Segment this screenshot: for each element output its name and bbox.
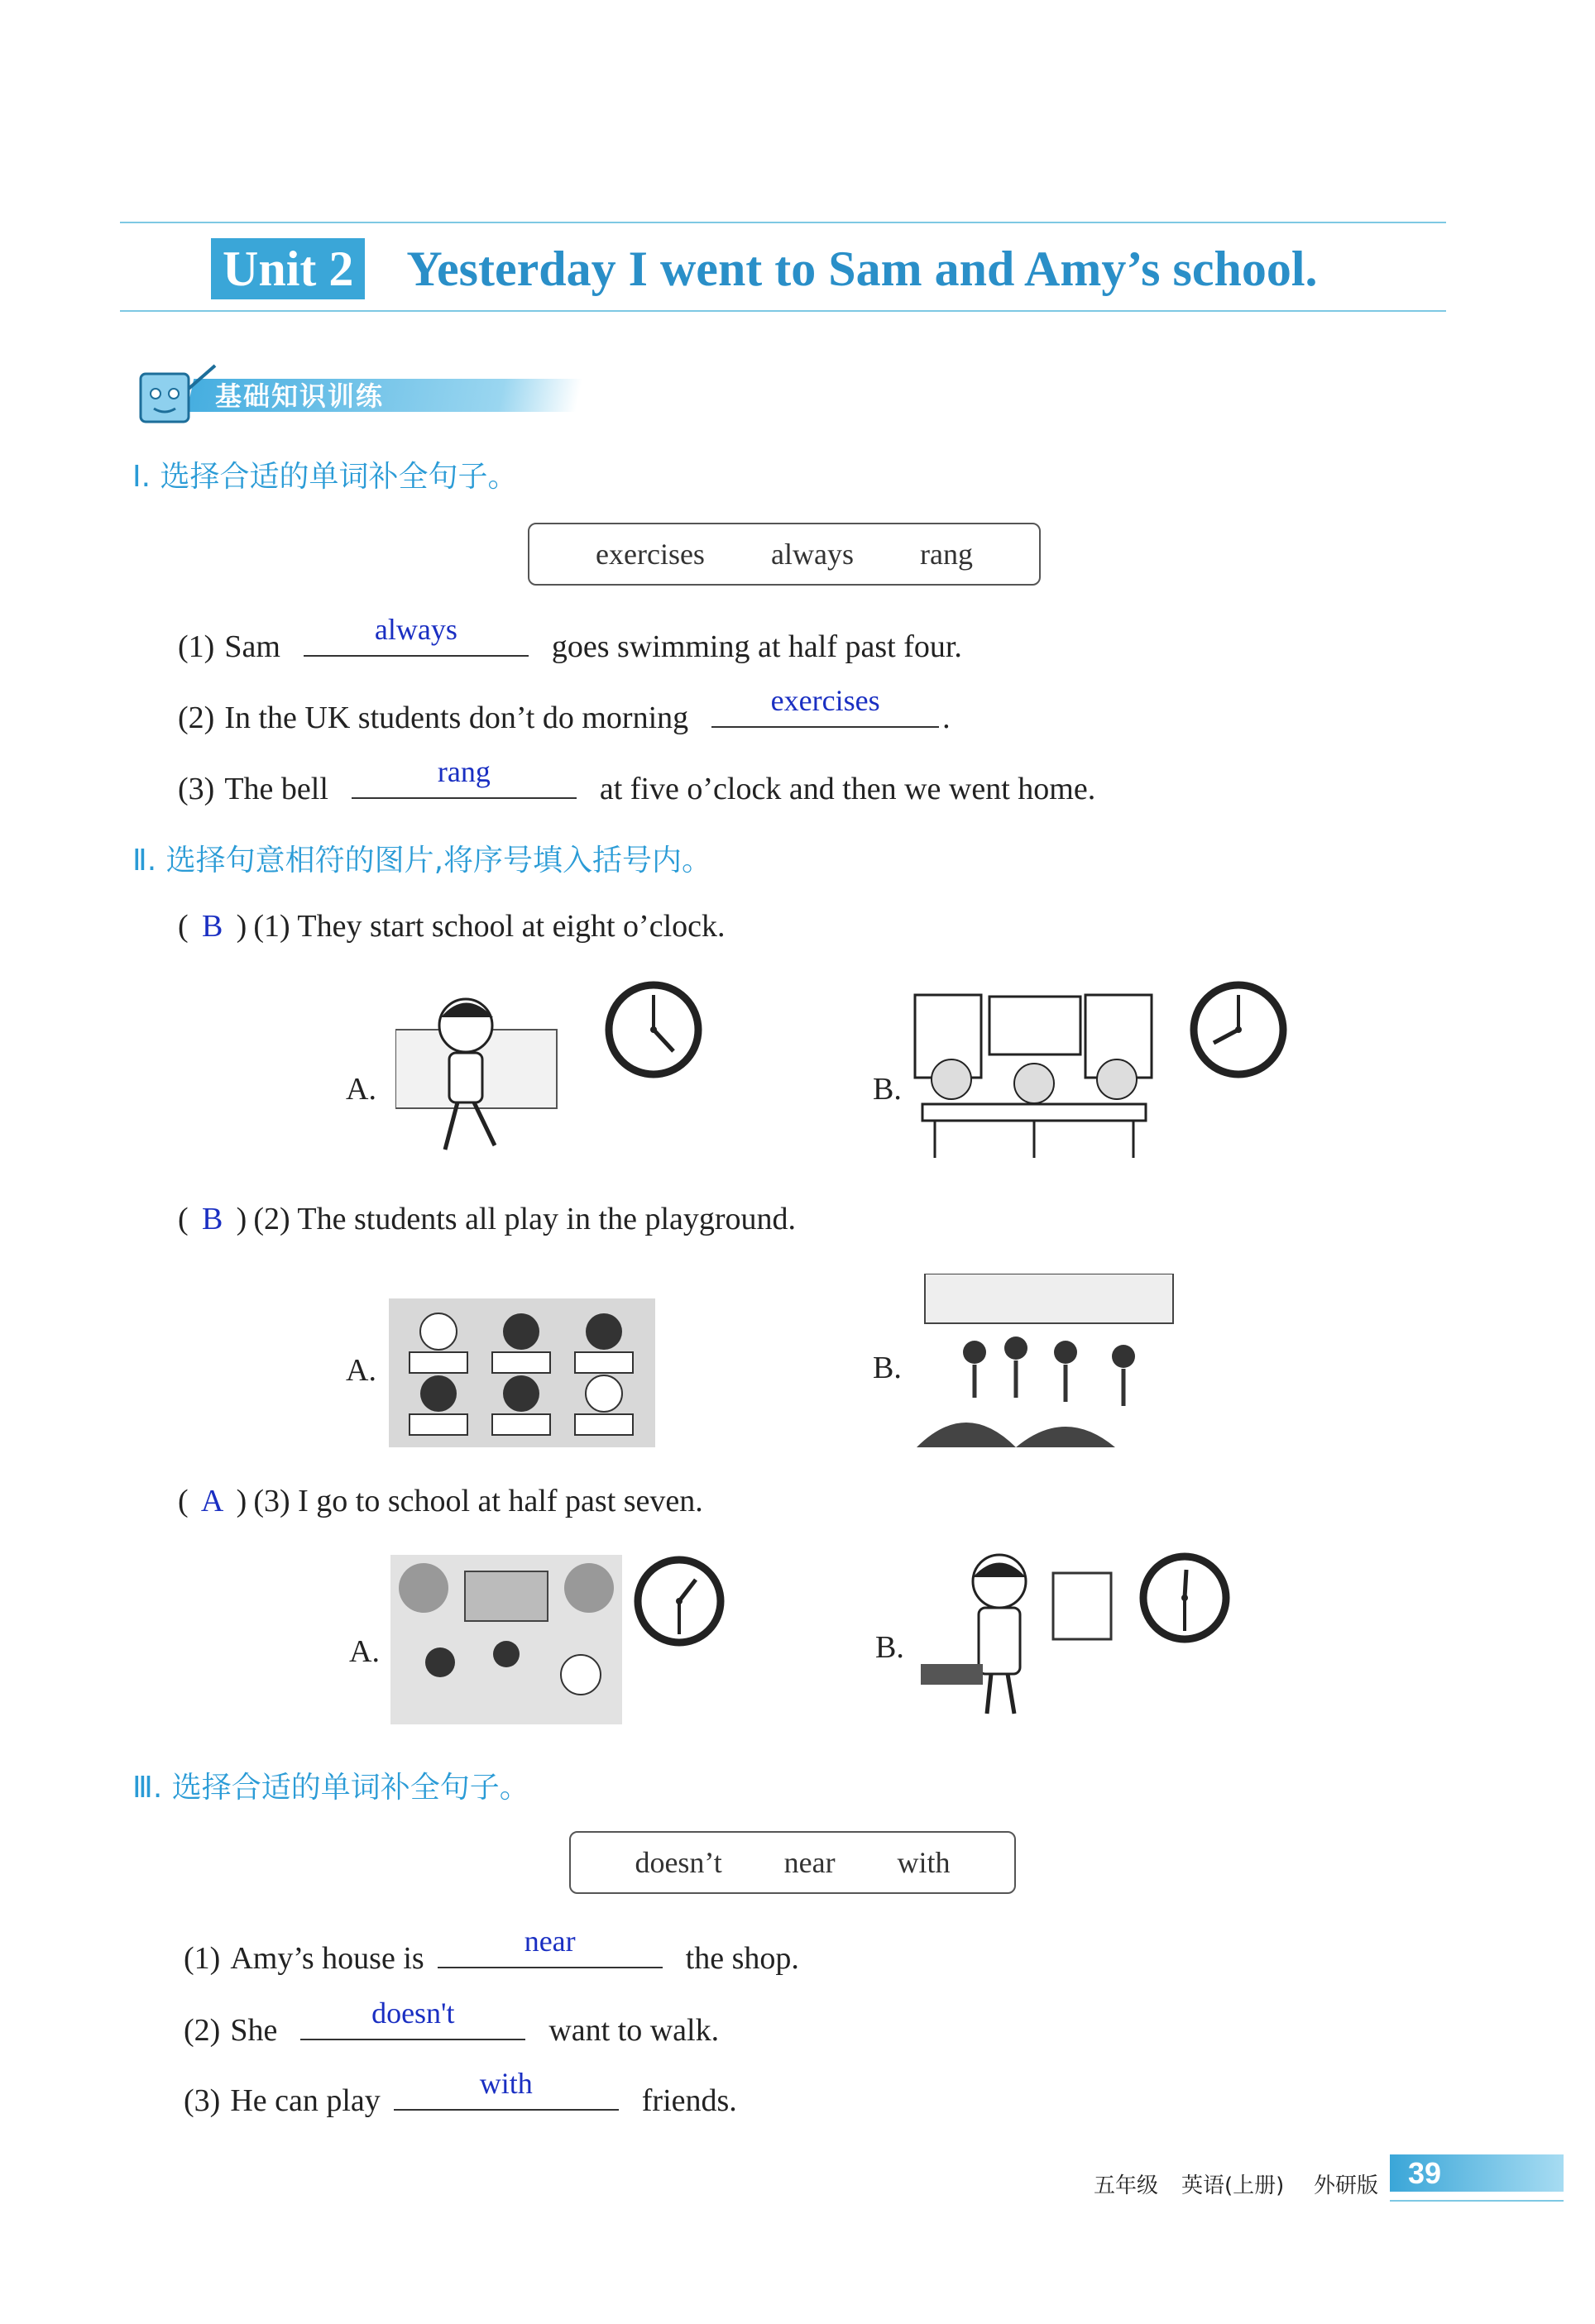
option-b-label: B. [875,1630,904,1665]
question-number: (1) [178,629,215,664]
s1-question-2 [178,684,951,736]
unit-title-text: Yesterday I went to Sam and Amy’s school. [406,241,1318,296]
clock-icon [1138,1552,1231,1644]
answer-text: near [524,1925,576,1958]
question-text-after: goes swimming at half past four. [551,629,962,664]
question-text-before: She [230,2013,278,2048]
footer-edition: 外研版 [1314,2173,1379,2198]
header-bottom-rule [120,310,1446,312]
question-number: (2) [178,701,215,735]
question-text-before: Amy’s house is [230,1941,424,1976]
s3-question-2 [184,1996,720,2049]
answer-blank [352,755,577,799]
word-bank-3 [569,1831,1016,1894]
question-text-before: Sam [224,629,280,664]
question-number: (3) [184,2083,221,2118]
choice-answer: A [200,1484,224,1518]
question-text-after: . [942,701,951,735]
answer-text: exercises [770,684,880,717]
s3-question-1 [184,1925,799,1977]
footer-subject: 英语(上册) [1181,2173,1285,2198]
option-b-label: B. [873,1072,902,1107]
clock-icon [633,1555,726,1647]
answer-text: always [374,613,457,646]
question-text: (1) They start school at eight o’clock. [253,909,726,944]
page-number: 39 [1408,2156,1442,2190]
playground-illustration [917,1274,1181,1447]
footer-rule [1390,2200,1564,2202]
s2-question-2: ( B ) (2) The students all play in the playground. [178,1202,797,1236]
section-2-title: Ⅱ. 选择句意相符的图片,将序号填入括号内。 [132,844,712,877]
answer-blank [394,2067,619,2111]
option-a-label: A. [346,1353,376,1388]
unit-label: Unit 2 [211,238,365,299]
answer-blank [300,1996,525,2040]
banner-label: 基础知识训练 [215,380,385,412]
boy-walking-illustration [395,988,561,1162]
answer-blank [304,613,529,657]
page-number-badge [1390,2154,1564,2192]
word-bank-item: exercises [596,538,705,571]
word-bank-item: rang [919,538,973,571]
question-text: (2) The students all play in the playground. [253,1202,797,1236]
option-a-label: A. [349,1634,380,1669]
s3-question-3 [184,2067,737,2119]
question-text-after: at five o’clock and then we went home. [599,772,1096,806]
option-a-label: A. [346,1072,376,1107]
school-path-illustration [390,1555,622,1724]
answer-text: with [479,2067,533,2100]
s1-question-1 [178,613,962,665]
question-text-after: friends. [641,2083,737,2118]
question-text-before: The bell [224,772,328,806]
girl-at-school-illustration [917,1548,1115,1722]
word-bank-1 [528,523,1041,586]
option-b-label: B. [873,1351,902,1385]
question-text: (3) I go to school at half past seven. [253,1484,703,1518]
section-1-title: Ⅰ. 选择合适的单词补全句子。 [132,460,518,494]
book-mascot-icon [132,364,223,430]
choice-answer: B [201,1202,223,1236]
footer-grade: 五年级 [1094,2173,1159,2198]
students-at-desks-illustration [389,1298,655,1447]
s2-question-1: ( B ) (1) They start school at eight o’clock. [178,909,726,944]
question-text-before: In the UK students don’t do morning [224,701,689,735]
question-text-after: the shop. [685,1941,799,1976]
classroom-illustration [910,988,1158,1162]
clock-icon [1189,980,1288,1079]
answer-blank [438,1925,663,1968]
question-number: (3) [178,772,215,806]
question-number: (2) [184,2013,221,2048]
question-number: (1) [184,1941,221,1976]
question-text-before: He can play [230,2083,381,2118]
answer-text: doesn't [371,1996,455,2030]
word-bank-item: doesn’t [635,1846,722,1879]
word-bank-item: with [897,1846,951,1879]
choice-answer: B [201,909,223,944]
s1-question-3 [178,755,1096,807]
word-bank-item: always [770,538,854,571]
question-text-after: want to walk. [548,2013,720,2048]
section-3-title: Ⅲ. 选择合适的单词补全句子。 [132,1771,529,1805]
clock-icon [604,980,703,1079]
header-top-rule [120,222,1446,223]
s2-question-3: ( A ) (3) I go to school at half past seven. [178,1484,703,1518]
section-banner [132,364,447,422]
unit-title [211,236,1317,302]
answer-text: rang [437,755,491,788]
word-bank-item: near [783,1846,836,1879]
answer-blank [711,684,939,728]
